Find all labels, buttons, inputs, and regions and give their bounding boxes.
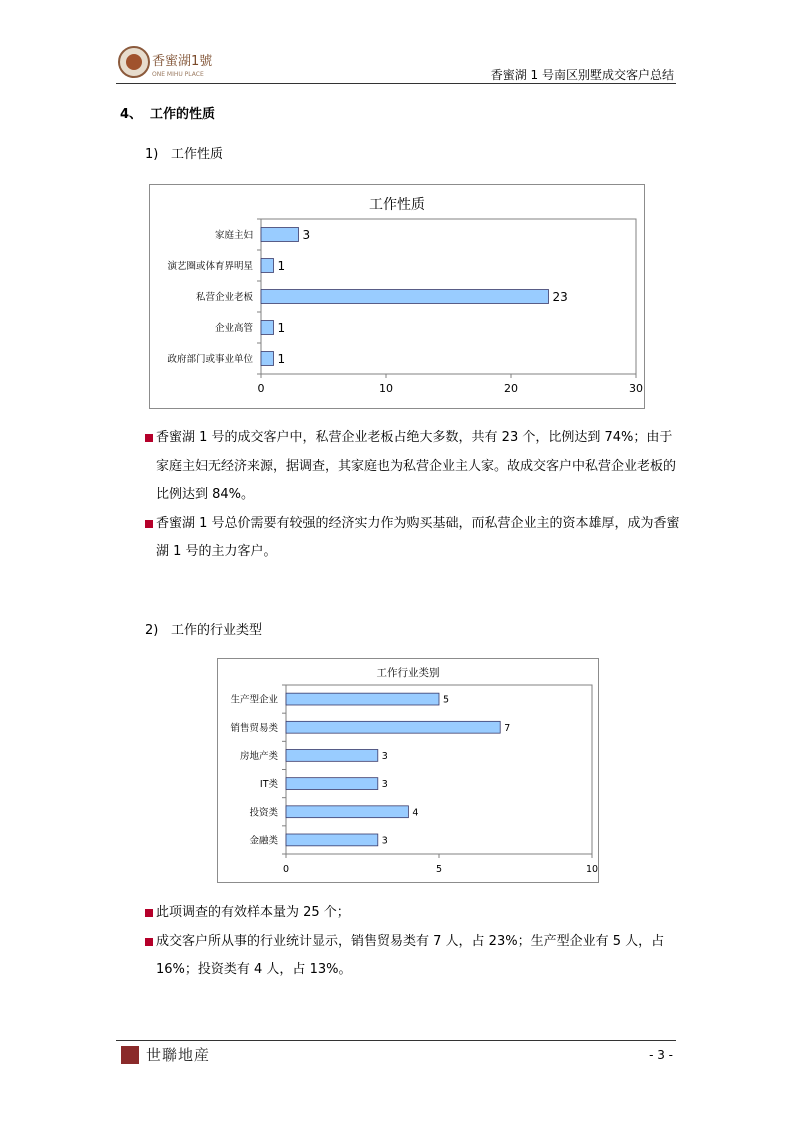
chart1-x-tick-label: 10 (379, 382, 393, 395)
chart1-data-label: 23 (552, 290, 568, 305)
section-heading (120, 103, 215, 122)
chart1-x-tick-label: 0 (257, 382, 265, 395)
chart1-x-tick-label: 30 (629, 382, 643, 395)
chart1-category-label: 政府部门或事业单位 (167, 354, 253, 366)
footer-divider (116, 1040, 676, 1041)
chart2-category-label: 金融类 (249, 835, 278, 847)
chart1-data-label: 3 (302, 228, 311, 243)
bullet-text: 香蜜湖 1 号的成交客户中，私营企业老板占绝大多数，共有 23 个，比例达到 74%；由于家庭主妇无经济来源，据调查，其家庭也为私营企业主人家。故成交客户中私营企业老板的比例达到 84%。 (156, 430, 677, 502)
chart2-x-tick-label: 0 (282, 864, 290, 875)
chart2-category-label: IT类 (259, 779, 278, 791)
subsection-title: 工作性质 (171, 147, 224, 162)
bullet-text: 此项调查的有效样本量为 25 个； (156, 905, 350, 920)
subsection-number: 1) (145, 147, 159, 162)
bullet-item (145, 899, 680, 928)
chart-industry-type-svg (218, 659, 598, 882)
chart1-category-label: 私营企业老板 (195, 292, 253, 304)
chart2-data-label: 4 (412, 807, 419, 819)
logo-text: 香蜜湖1號 (152, 54, 213, 69)
chart2-category-label: 生产型企业 (230, 694, 278, 706)
chart-work-nature (149, 184, 645, 409)
chart-industry-type (217, 658, 599, 883)
bullet-text: 成交客户所从事的行业统计显示，销售贸易类有 7 人，占 23%；生产型企业有 5 人，占 16%；投资类有 4 人，占 13%。 (156, 933, 665, 977)
chart2-bar (286, 721, 500, 733)
section-number: 4、 (120, 107, 143, 122)
chart2-bar (286, 693, 439, 705)
chart2-x-tick-label: 10 (585, 864, 598, 875)
chart2-data-label: 3 (381, 751, 388, 763)
bullet-item (145, 424, 680, 510)
chart2-data-label: 5 (443, 694, 450, 706)
chart1-title: 工作性质 (369, 197, 425, 213)
chart1-bar (261, 228, 299, 242)
chart2-bar (286, 806, 408, 818)
chart2-data-label: 7 (504, 722, 511, 734)
chart1-bar (261, 290, 549, 304)
bullet-list-2 (145, 899, 680, 985)
chart2-bar (286, 834, 378, 846)
chart1-bar (261, 321, 274, 335)
logo-subtext: ONE MIHU PLACE (152, 71, 204, 78)
chart1-category-label: 演艺圈或体育界明星 (167, 261, 253, 273)
chart1-bar (261, 352, 274, 366)
bullet-text: 香蜜湖 1 号总价需要有较强的经济实力作为购买基础，而私营企业主的资本雄厚，成为香蜜湖 1 号的主力客户。 (156, 515, 680, 559)
subsection-number: 2) (145, 623, 159, 638)
company-mark-icon (121, 1046, 139, 1064)
bullet-square-icon (145, 938, 153, 946)
chart2-data-label: 3 (381, 835, 388, 847)
header-title: 香蜜湖 1 号南区别墅成交客户总结 (490, 68, 674, 82)
section-title: 工作的性质 (150, 107, 216, 122)
chart2-x-tick-label: 5 (435, 864, 443, 875)
bullet-square-icon (145, 520, 153, 528)
subsection-title: 工作的行业类型 (171, 623, 263, 638)
chart2-bar (286, 778, 378, 790)
subsection-heading-1 (145, 143, 223, 162)
chart2-data-label: 3 (381, 779, 388, 791)
chart2-category-label: 销售贸易类 (230, 722, 278, 734)
bullet-list-1 (145, 424, 680, 567)
chart1-data-label: 1 (277, 352, 286, 367)
page-number: - 3 - (649, 1048, 673, 1062)
chart1-category-label: 企业高管 (214, 323, 253, 335)
chart2-bar (286, 750, 378, 762)
chart1-category-label: 家庭主妇 (214, 230, 253, 242)
bullet-item (145, 510, 680, 567)
chart2-plot-area (286, 685, 592, 854)
footer-company-name: 世聯地産 (146, 1046, 211, 1064)
chart1-x-tick-label: 20 (504, 382, 518, 395)
bullet-item (145, 928, 680, 985)
bullet-square-icon (145, 434, 153, 442)
bullet-square-icon (145, 909, 153, 917)
subsection-heading-2 (145, 619, 262, 638)
chart-work-nature-svg (150, 185, 644, 408)
chart2-category-label: 投资类 (249, 807, 278, 819)
header-divider (116, 83, 676, 84)
chart1-bar (261, 259, 274, 273)
chart1-data-label: 1 (277, 321, 286, 336)
chart1-data-label: 1 (277, 259, 286, 274)
chart2-title: 工作行业类别 (376, 667, 440, 679)
chart2-category-label: 房地产类 (239, 751, 278, 763)
company-logo (116, 40, 216, 84)
